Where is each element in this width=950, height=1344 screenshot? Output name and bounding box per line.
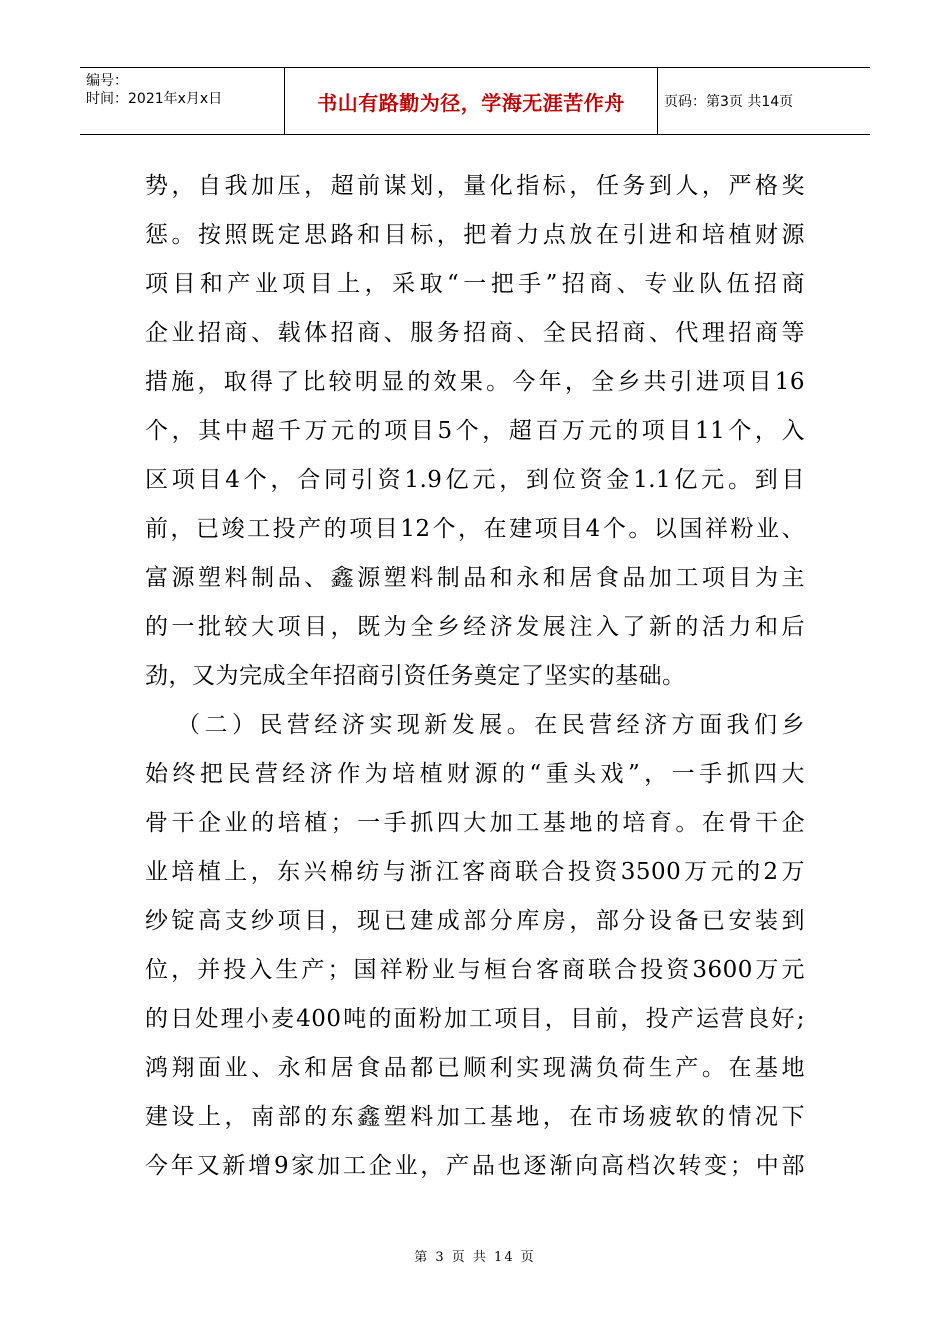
text-line: 劲，又为完成全年招商引资任务奠定了坚实的基础。 <box>145 663 686 689</box>
text-line: 始终把民营经济作为培植财源的“重头戏”，一手抓四大 <box>145 761 805 787</box>
doc-number-label: 编号： <box>86 73 128 89</box>
text-line: 惩。按照既定思路和目标，把着力点放在引进和培植财源 <box>145 222 805 248</box>
text-line: 的日处理小麦400吨的面粉加工项目，目前，投产运营良好; <box>145 1006 805 1032</box>
text-line: 富源塑料制品、鑫源塑料制品和永和居食品加工项目为主 <box>145 565 805 591</box>
text-line: 势，自我加压，超前谋划，量化指标，任务到人，严格奖 <box>145 173 805 199</box>
text-line: 建设上，南部的东鑫塑料加工基地，在市场疲软的情况下 <box>145 1104 805 1130</box>
text-line: 鸿翔面业、永和居食品都已顺利实现满负荷生产。在基地 <box>145 1055 805 1081</box>
text-line: 业培植上，东兴棉纺与浙江客商联合投资3500万元的2万 <box>145 859 805 885</box>
text-line: 区项目4个，合同引资1.9亿元，到位资金1.1亿元。到目 <box>145 467 805 493</box>
text-line: 位，并投入生产；国祥粉业与桓台客商联合投资3600万元 <box>145 957 805 983</box>
text-line: 企业招商、载体招商、服务招商、全民招商、代理招商等 <box>145 320 805 346</box>
document-body <box>145 162 805 1191</box>
header-meta <box>80 68 285 134</box>
header-page-info: 页码：第3页 共14页 <box>664 94 794 110</box>
text-line: 今年又新增9家加工企业，产品也逐渐向高档次转变；中部 <box>145 1153 805 1179</box>
text-line: 个，其中超千万元的项目5个，超百万元的项目11个，入 <box>145 418 805 444</box>
page-header <box>80 67 870 135</box>
section-heading-line: （二）民营经济实现新发展。在民营经济方面我们乡 <box>177 712 805 738</box>
text-line: 项目和产业项目上，采取“一把手”招商、专业队伍招商 <box>145 271 805 297</box>
text-line: 纱锭高支纱项目，现已建成部分库房，部分设备已安装到 <box>145 908 805 934</box>
text-line: 措施，取得了比较明显的效果。今年，全乡共引进项目16 <box>145 369 805 395</box>
text-line: 前，已竣工投产的项目12个，在建项目4个。以国祥粉业、 <box>145 516 805 542</box>
page-footer: 第 3 页 共 14 页 <box>414 1250 536 1265</box>
text-line: 的一批较大项目，既为全乡经济发展注入了新的活力和后 <box>145 614 805 640</box>
header-motto: 书山有路勤为径，学海无涯苦作舟 <box>285 68 658 134</box>
text-line: 骨干企业的培植；一手抓四大加工基地的培育。在骨干企 <box>145 810 805 836</box>
doc-time-label: 时间：2021年x月x日 <box>86 91 223 107</box>
